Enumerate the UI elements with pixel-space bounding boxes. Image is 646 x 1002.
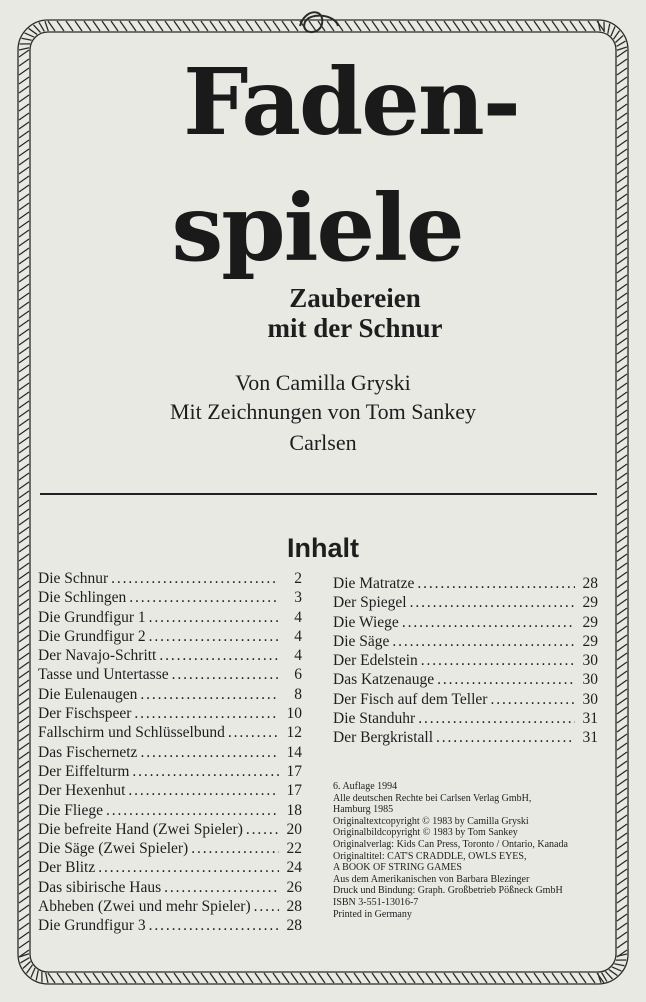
- toc-entry: [333, 670, 598, 689]
- imprint-line: Originalbildcopyright © 1983 by Tom Sankey: [333, 827, 518, 839]
- toc-dot-leader: [392, 632, 575, 651]
- toc-entry-label: Die Grundfigur 2: [38, 627, 146, 645]
- toc-entry-page: 14: [286, 743, 302, 761]
- toc-entry-page: 31: [582, 710, 598, 728]
- toc-dot-leader: [254, 897, 279, 916]
- toc-dot-leader: [128, 781, 279, 800]
- imprint-line: Originaltextcopyright © 1983 by Camilla Gryski: [333, 815, 529, 827]
- toc-entry-label: Abheben (Zwei und mehr Spieler): [38, 898, 251, 916]
- toc-entry-label: Die befreite Hand (Zwei Spieler): [38, 820, 243, 838]
- toc-entry: [38, 897, 302, 916]
- toc-entry: [333, 613, 598, 632]
- horizontal-rule: [40, 493, 597, 495]
- toc-entry-page: 29: [582, 632, 598, 650]
- toc-dot-leader: [172, 665, 279, 684]
- toc-entry: [38, 646, 302, 665]
- publisher-name: Carlsen: [289, 430, 357, 455]
- toc-entry-page: 30: [582, 690, 598, 708]
- toc-entry-label: Der Fisch auf dem Teller: [333, 690, 488, 708]
- toc-entry: [333, 632, 598, 651]
- toc-dot-leader: [98, 858, 279, 877]
- toc-entry-label: Das sibirische Haus: [38, 878, 162, 896]
- toc-dot-leader: [437, 670, 575, 689]
- toc-dot-leader: [436, 728, 575, 747]
- title-line-1: Faden-: [183, 48, 519, 156]
- toc-dot-leader: [132, 762, 279, 781]
- toc-entry-page: 30: [582, 652, 598, 670]
- toc-entry-label: Die Wiege: [333, 613, 399, 631]
- toc-entry-label: Die Schlingen: [38, 589, 127, 607]
- toc-entry-page: 26: [286, 878, 302, 896]
- toc-entry-label: Die Schnur: [38, 570, 109, 587]
- toc-entry-page: 4: [294, 627, 302, 645]
- toc-entry-label: Der Fischspeer: [38, 705, 132, 723]
- toc-entry-label: Die Säge: [333, 632, 390, 650]
- toc-entry-label: Der Bergkristall: [333, 729, 434, 747]
- toc-entry-page: 2: [294, 570, 302, 587]
- toc-entry-page: 28: [582, 575, 598, 592]
- toc-dot-leader: [140, 743, 279, 762]
- toc-entry-page: 17: [286, 782, 302, 800]
- toc-entry-label: Die Grundfigur 1: [38, 608, 146, 626]
- toc-entry-label: Tasse und Untertasse: [38, 666, 169, 684]
- toc-dot-leader: [159, 646, 279, 665]
- toc-dot-leader: [246, 820, 279, 839]
- toc-entry-label: Der Blitz: [38, 859, 96, 877]
- toc-dot-leader: [129, 588, 279, 607]
- toc-heading: Inhalt: [287, 533, 359, 563]
- toc-entry: [333, 690, 598, 709]
- toc-entry-page: 20: [286, 820, 302, 838]
- toc-entry-label: Die Fliege: [38, 801, 103, 819]
- imprint-line: A BOOK OF STRING GAMES: [333, 862, 462, 874]
- toc-entry: [38, 627, 302, 646]
- toc-entry-page: 18: [286, 801, 302, 819]
- toc-entry-label: Das Katzenauge: [333, 671, 435, 689]
- toc-entry-page: 6: [294, 666, 302, 684]
- toc-entry-label: Die Grundfigur 3: [38, 917, 146, 935]
- toc-entry: [38, 608, 302, 627]
- toc-dot-leader: [417, 574, 575, 593]
- toc-entry: [38, 665, 302, 684]
- subtitle-line-2: mit der Schnur: [267, 313, 443, 343]
- toc-entry: [38, 743, 302, 762]
- imprint-block: [333, 781, 613, 920]
- toc-entry-label: Der Edelstein: [333, 652, 418, 670]
- imprint-line: Hamburg 1985: [333, 804, 394, 816]
- subtitle-line-1: Zaubereien: [289, 283, 421, 313]
- toc-entry: [38, 704, 302, 723]
- toc-entry-label: Die Eulenaugen: [38, 685, 138, 703]
- toc-entry: [38, 801, 302, 820]
- toc-entry-page: 22: [286, 840, 302, 858]
- toc-entry-label: Der Hexenhut: [38, 782, 126, 800]
- toc-entry-page: 8: [294, 685, 302, 703]
- author-credit: Von Camilla Gryski: [235, 370, 411, 395]
- toc-dot-leader: [418, 709, 575, 728]
- imprint-line: 6. Auflage 1994: [333, 781, 398, 792]
- toc-dot-leader: [149, 627, 279, 646]
- toc-entry: [38, 916, 302, 935]
- toc-entry-page: 31: [582, 729, 598, 747]
- toc-dot-leader: [402, 613, 575, 632]
- toc-entry: [333, 593, 598, 612]
- toc-entry-page: 10: [286, 705, 302, 723]
- toc-entry: [333, 651, 598, 670]
- toc-entry: [38, 588, 302, 607]
- toc-entry-label: Der Spiegel: [333, 594, 407, 612]
- imprint-line: ISBN 3-551-13016-7: [333, 896, 419, 908]
- toc-left-column: [38, 569, 302, 936]
- toc-entry: [38, 820, 302, 839]
- toc-dot-leader: [111, 569, 279, 588]
- imprint-line: Originaltitel: CAT'S CRADDLE, OWLS EYES,: [333, 850, 527, 862]
- toc-dot-leader: [164, 878, 279, 897]
- toc-dot-leader: [410, 593, 575, 612]
- imprint-line: Alle deutschen Rechte bei Carlsen Verlag GmbH,: [333, 792, 532, 804]
- toc-entry-page: 12: [286, 724, 302, 742]
- toc-entry: [38, 839, 302, 858]
- toc-entry-label: Der Eiffelturm: [38, 762, 130, 780]
- toc-dot-leader: [228, 723, 279, 742]
- toc-dot-leader: [149, 608, 279, 627]
- imprint-line: Originalverlag: Kids Can Press, Toronto / Ontario, Kanada: [333, 838, 568, 850]
- toc-entry-page: 28: [286, 917, 302, 935]
- toc-entry-page: 28: [286, 898, 302, 916]
- toc-dot-leader: [140, 685, 279, 704]
- toc-dot-leader: [191, 839, 279, 858]
- toc-entry-page: 4: [294, 647, 302, 665]
- toc-dot-leader: [106, 801, 279, 820]
- toc-entry: [38, 878, 302, 897]
- toc-entry-page: 29: [582, 594, 598, 612]
- toc-entry: [333, 709, 598, 728]
- toc-entry-label: Die Matratze: [333, 575, 415, 592]
- toc-entry-page: 24: [286, 859, 302, 877]
- imprint-line: Aus dem Amerikanischen von Barbara Blezinger: [333, 873, 530, 885]
- imprint-line: Printed in Germany: [333, 908, 412, 920]
- toc-dot-leader: [134, 704, 279, 723]
- toc-entry-label: Der Navajo-Schritt: [38, 647, 157, 665]
- toc-entry-label: Die Säge (Zwei Spieler): [38, 840, 189, 858]
- toc-dot-leader: [149, 916, 279, 935]
- toc-entry-page: 30: [582, 671, 598, 689]
- illustrator-credit: Mit Zeichnungen von Tom Sankey: [169, 399, 476, 424]
- toc-entry-page: 4: [294, 608, 302, 626]
- toc-dot-leader: [490, 690, 575, 709]
- toc-entry: [38, 685, 302, 704]
- toc-entry: [38, 569, 302, 588]
- toc-entry-label: Das Fischernetz: [38, 743, 138, 761]
- toc-entry: [38, 723, 302, 742]
- toc-right-column: [333, 574, 598, 748]
- toc-entry-page: 17: [286, 762, 302, 780]
- toc-entry: [38, 762, 302, 781]
- toc-entry-label: Fallschirm und Schlüsselbund: [38, 724, 225, 742]
- toc-dot-leader: [421, 651, 575, 670]
- toc-entry-page: 29: [582, 613, 598, 631]
- toc-entry: [333, 728, 598, 747]
- toc-entry: [38, 781, 302, 800]
- toc-entry-page: 3: [294, 589, 302, 607]
- toc-entry-label: Die Standuhr: [333, 710, 416, 728]
- toc-entry: [38, 858, 302, 877]
- title-line-2: spiele: [171, 174, 463, 282]
- toc-entry: [333, 574, 598, 593]
- imprint-line: Druck und Bindung: Graph. Großbetrieb Pößneck GmbH: [333, 885, 563, 897]
